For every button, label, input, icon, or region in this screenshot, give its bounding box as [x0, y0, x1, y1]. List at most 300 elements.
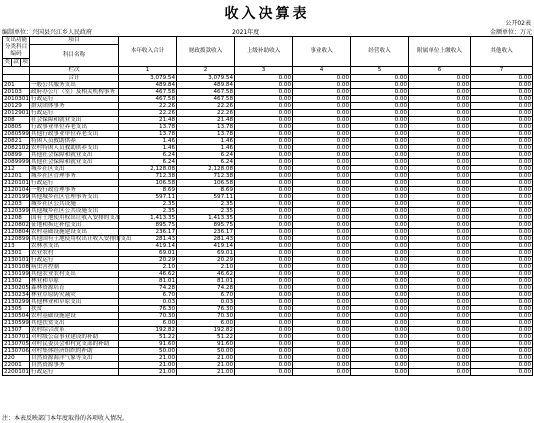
row-code: 21307 — [3, 327, 30, 334]
row-value: 21.48 — [177, 117, 235, 124]
row-value: 1.46 — [119, 138, 177, 145]
row-value: 0.00 — [235, 103, 293, 110]
row-value: 0.00 — [471, 320, 533, 327]
row-value: 0.00 — [351, 103, 409, 110]
row-value: 0.00 — [409, 159, 471, 166]
row-value: 22.26 — [119, 110, 177, 117]
row-value: 467.58 — [177, 89, 235, 96]
row-value: 0.00 — [351, 264, 409, 271]
row-value: 51.22 — [119, 334, 177, 341]
row-value: 0.00 — [471, 355, 533, 362]
row-value: 0.00 — [409, 138, 471, 145]
row-value: 0.00 — [351, 299, 409, 306]
table-row — [3, 208, 533, 215]
row-code: 201 — [3, 82, 30, 89]
row-name: 对村集体经济组织的补助 — [30, 348, 119, 355]
row-value: 0.00 — [471, 96, 533, 103]
row-value: 2.35 — [119, 201, 177, 208]
row-value: 0.00 — [293, 159, 351, 166]
row-name: 行政运行 — [30, 96, 119, 103]
row-value: 81.01 — [177, 278, 235, 285]
row-value: 13.78 — [119, 124, 177, 131]
row-value: 0.00 — [351, 243, 409, 250]
row-value: 0.00 — [351, 271, 409, 278]
row-code: 21302 — [3, 278, 30, 285]
row-name: 行政运行 — [30, 180, 119, 187]
row-value: 22.26 — [177, 103, 235, 110]
row-value: 0.00 — [293, 257, 351, 264]
row-name: 农村基础设施建设支出 — [30, 229, 119, 236]
row-value: 0.00 — [471, 334, 533, 341]
row-value: 0.00 — [293, 229, 351, 236]
row-value: 0.00 — [235, 236, 293, 243]
row-value: 0.03 — [119, 299, 177, 306]
row-value: 3,079.54 — [177, 75, 235, 82]
row-code: 2082102 — [4, 145, 29, 151]
col-header-7: 其他收入 — [471, 37, 533, 67]
table-row — [3, 152, 533, 159]
row-value: 0.00 — [293, 306, 351, 313]
row-value: 0.00 — [235, 285, 293, 292]
row-value: 467.58 — [177, 96, 235, 103]
row-value: 0.00 — [471, 110, 533, 117]
row-code: 2130504 — [4, 313, 29, 319]
col-header-6: 附属单位上缴收入 — [409, 37, 471, 67]
row-value: 0.00 — [293, 166, 351, 173]
row-value: 0.00 — [351, 306, 409, 313]
row-value: 0.00 — [351, 173, 409, 180]
table-row — [3, 306, 533, 313]
row-value: 0.00 — [351, 278, 409, 285]
row-value: 0.00 — [235, 138, 293, 145]
row-value: 21.00 — [177, 362, 235, 369]
row-value: 0.00 — [351, 257, 409, 264]
row-code: 2130706 — [4, 348, 29, 354]
sub-header: 项 — [22, 59, 28, 65]
table-row — [3, 313, 533, 320]
item-header: 项目 — [30, 37, 119, 45]
row-value: 0.00 — [471, 327, 533, 334]
row-value: 0.00 — [471, 201, 533, 208]
row-value: 0.00 — [351, 236, 409, 243]
row-value: 6.24 — [119, 152, 177, 159]
row-name: 其他城乡社区管理事务支出 — [30, 194, 119, 201]
org-label: 编制单位：兴国县兴江乡人民政府 — [2, 29, 93, 36]
row-value: 0.00 — [351, 229, 409, 236]
year-label: 2021年度 — [232, 29, 260, 36]
table-row — [3, 285, 533, 292]
row-value: 0.00 — [351, 194, 409, 201]
row-value: 0.00 — [351, 292, 409, 299]
col-header-5: 经营收入 — [351, 37, 409, 67]
row-value: 0.00 — [293, 341, 351, 348]
row-value: 0.00 — [409, 313, 471, 320]
row-value: 0.00 — [351, 159, 409, 166]
row-code: 2130101 — [4, 257, 29, 263]
row-name: 行政事业单位养老支出 — [30, 124, 119, 131]
row-value: 0.00 — [293, 271, 351, 278]
row-value: 0.00 — [293, 285, 351, 292]
row-value: 0.00 — [471, 292, 533, 299]
row-value: 0.00 — [351, 369, 409, 376]
row-value: 0.00 — [235, 96, 293, 103]
row-code: 21201 — [3, 173, 30, 180]
row-value: 0.00 — [471, 243, 533, 250]
row-value: 0.00 — [471, 117, 533, 124]
row-code: 2012901 — [4, 110, 29, 116]
row-value: 0.00 — [293, 138, 351, 145]
row-name: 一般行政管理事务 — [30, 187, 119, 194]
row-code: 2120399 — [4, 208, 29, 214]
row-name: 农村基础设施建设 — [30, 313, 119, 320]
row-value: 0.00 — [235, 341, 293, 348]
row-value: 0.00 — [235, 159, 293, 166]
row-value: 419.14 — [177, 243, 235, 250]
row-value: 489.84 — [119, 82, 177, 89]
row-value: 0.00 — [293, 327, 351, 334]
row-value: 20.29 — [119, 257, 177, 264]
row-value: 0.00 — [471, 369, 533, 376]
table-row — [3, 159, 533, 166]
row-value: 2.35 — [177, 201, 235, 208]
row-code: 22001 — [3, 362, 30, 369]
row-value: 91.60 — [119, 341, 177, 348]
table-row — [3, 250, 533, 257]
row-value: 1.46 — [177, 138, 235, 145]
row-value: 50.00 — [119, 348, 177, 355]
row-name: 其他社会保障和就业支出 — [30, 152, 119, 159]
row-code: 20103 — [3, 89, 30, 96]
row-value: 21.48 — [119, 117, 177, 124]
row-code: 2130108 — [4, 264, 29, 270]
row-code: 2120804 — [4, 229, 29, 235]
row-value: 0.00 — [293, 215, 351, 222]
row-value: 419.14 — [119, 243, 177, 250]
row-code: 2130299 — [4, 299, 29, 305]
row-value: 0.00 — [351, 131, 409, 138]
table-row — [3, 348, 533, 355]
row-value: 0.00 — [235, 82, 293, 89]
row-value: 0.00 — [471, 348, 533, 355]
table-row — [3, 257, 533, 264]
row-value: 0.00 — [409, 194, 471, 201]
row-value: 0.00 — [351, 166, 409, 173]
row-value: 0.00 — [471, 285, 533, 292]
row-value: 0.00 — [471, 180, 533, 187]
row-value: 0.00 — [409, 166, 471, 173]
row-code: 20805 — [3, 124, 30, 131]
row-code: 21208 — [3, 215, 30, 222]
row-value: 0.00 — [409, 124, 471, 131]
row-value: 8.69 — [177, 187, 235, 194]
row-value: 2,128.08 — [177, 166, 235, 173]
row-value: 0.00 — [235, 299, 293, 306]
row-value: 0.00 — [351, 145, 409, 152]
col-num-2: 2 — [177, 67, 235, 75]
row-code: 2130234 — [4, 292, 29, 298]
row-name: 特困人员救助供养 — [30, 138, 119, 145]
row-code: 2130705 — [4, 341, 29, 347]
table-row — [3, 180, 533, 187]
row-name: 城乡社区管理事务 — [30, 173, 119, 180]
row-value: 0.00 — [235, 278, 293, 285]
row-value: 0.00 — [235, 201, 293, 208]
table-row — [3, 320, 533, 327]
row-value: 2.35 — [177, 208, 235, 215]
row-value: 597.11 — [177, 194, 235, 201]
row-value: 0.00 — [293, 264, 351, 271]
row-value: 0.00 — [409, 243, 471, 250]
report-meta — [2, 27, 532, 36]
row-value: 1.46 — [177, 145, 235, 152]
table-row — [3, 264, 533, 271]
row-value: 0.00 — [351, 327, 409, 334]
row-name: 对村级公益事业建设的补助 — [30, 334, 119, 341]
row-value: 0.00 — [235, 75, 293, 82]
row-code: 2120101 — [4, 180, 29, 186]
table-row — [3, 138, 533, 145]
row-code: 2080599 — [4, 131, 29, 137]
row-value: 0.00 — [293, 96, 351, 103]
row-value: 0.00 — [235, 194, 293, 201]
row-value: 6.00 — [119, 320, 177, 327]
row-value: 0.00 — [471, 362, 533, 369]
row-value: 0.00 — [409, 75, 471, 82]
row-value: 81.01 — [119, 278, 177, 285]
row-value: 0.00 — [409, 355, 471, 362]
row-name: 政府办公厅（室）及相关机构事务 — [30, 89, 119, 96]
row-value: 489.84 — [177, 82, 235, 89]
row-value: 0.00 — [235, 264, 293, 271]
col-num-5: 5 — [351, 67, 409, 75]
row-value: 0.00 — [471, 264, 533, 271]
table-row — [3, 299, 533, 306]
row-code: 2130199 — [4, 271, 29, 277]
row-name: 农村特困人员救助供养支出 — [30, 145, 119, 152]
row-value: 0.00 — [293, 299, 351, 306]
row-value: 0.00 — [351, 362, 409, 369]
table-row — [3, 215, 533, 222]
row-value: 0.00 — [293, 110, 351, 117]
row-name: 城乡社区支出 — [30, 166, 119, 173]
row-name: 行政运行 — [30, 369, 119, 376]
row-value: 0.00 — [409, 89, 471, 96]
row-code: 20129 — [3, 103, 30, 110]
row-value: 0.00 — [235, 313, 293, 320]
row-value: 13.78 — [119, 131, 177, 138]
table-row — [3, 194, 533, 201]
row-value: 0.00 — [409, 306, 471, 313]
row-value: 2.10 — [177, 264, 235, 271]
row-name: 其他行政事业单位养老支出 — [30, 131, 119, 138]
table-row — [3, 271, 533, 278]
row-code: 2130205 — [4, 285, 29, 291]
row-value: 0.00 — [471, 194, 533, 201]
row-name: 国有土地使用权出让收入安排的支出 — [31, 215, 121, 221]
row-code: 2120802 — [4, 222, 29, 228]
row-code: 2010301 — [4, 96, 29, 102]
row-value: 0.00 — [235, 243, 293, 250]
row-value: 74.28 — [177, 285, 235, 292]
row-name: 农业农村 — [30, 250, 119, 257]
row-value: 0.00 — [235, 152, 293, 159]
row-value: 0.00 — [293, 124, 351, 131]
row-name: 一般公共服务支出 — [30, 82, 119, 89]
col-label: 栏次 — [30, 67, 119, 75]
row-value: 0.00 — [409, 320, 471, 327]
row-code: 220 — [3, 355, 30, 362]
row-value: 2,128.08 — [119, 166, 177, 173]
row-value: 0.00 — [409, 110, 471, 117]
row-value: 0.00 — [471, 236, 533, 243]
row-value: 76.30 — [119, 306, 177, 313]
row-value: 6.24 — [177, 159, 235, 166]
row-value: 0.00 — [293, 194, 351, 201]
col-num-3: 3 — [235, 67, 293, 75]
row-value: 0.00 — [351, 313, 409, 320]
row-value: 0.00 — [409, 250, 471, 257]
row-value: 0.00 — [351, 201, 409, 208]
row-value: 0.00 — [471, 306, 533, 313]
table-row — [3, 355, 533, 362]
row-value: 0.00 — [471, 250, 533, 257]
table-row — [3, 124, 533, 131]
row-name: 自然资源海洋气象等支出 — [30, 355, 119, 362]
row-value: 46.62 — [119, 271, 177, 278]
row-value: 0.00 — [235, 222, 293, 229]
row-value: 0.00 — [235, 348, 293, 355]
row-name: 森林资源培育 — [30, 285, 119, 292]
row-value: 0.00 — [293, 236, 351, 243]
row-value: 0.00 — [471, 159, 533, 166]
table-row — [3, 292, 533, 299]
table-row — [3, 243, 533, 250]
row-value: 0.00 — [235, 362, 293, 369]
row-value: 0.00 — [409, 96, 471, 103]
row-code: 212 — [3, 166, 30, 173]
row-value: 0.00 — [235, 208, 293, 215]
row-value: 0.00 — [471, 82, 533, 89]
row-value: 8.69 — [119, 187, 177, 194]
row-value: 0.00 — [235, 131, 293, 138]
row-name: 社会保障和就业支出 — [30, 117, 119, 124]
row-value: 0.00 — [235, 292, 293, 299]
row-value: 0.00 — [471, 89, 533, 96]
unit-label: 金额单位：万元 — [489, 29, 532, 36]
row-value: 0.00 — [235, 187, 293, 194]
row-value: 76.30 — [177, 306, 235, 313]
row-value: 2.35 — [119, 208, 177, 215]
table-row — [3, 75, 533, 82]
row-value: 51.22 — [177, 334, 235, 341]
row-code: 2120899 — [4, 236, 29, 242]
row-value: 192.82 — [177, 327, 235, 334]
row-value: 0.00 — [235, 369, 293, 376]
row-value: 0.00 — [409, 229, 471, 236]
row-value: 0.00 — [293, 222, 351, 229]
row-value: 0.00 — [293, 355, 351, 362]
row-value: 21.00 — [119, 369, 177, 376]
row-value: 236.17 — [119, 229, 177, 236]
table-row — [3, 334, 533, 341]
row-value: 0.00 — [471, 222, 533, 229]
row-value: 0.00 — [293, 348, 351, 355]
row-name: 征地和拆迁补偿支出 — [30, 222, 119, 229]
row-value: 0.00 — [471, 215, 533, 222]
row-value: 712.38 — [177, 173, 235, 180]
row-value: 0.00 — [351, 187, 409, 194]
row-value: 74.28 — [119, 285, 177, 292]
row-value: 0.00 — [235, 117, 293, 124]
row-value: 0.00 — [293, 369, 351, 376]
row-value: 0.00 — [293, 250, 351, 257]
row-value: 0.00 — [409, 278, 471, 285]
col-header-3: 上级补助收入 — [235, 37, 293, 67]
row-value: 0.00 — [471, 341, 533, 348]
row-code: 21305 — [3, 306, 30, 313]
row-value: 46.62 — [177, 271, 235, 278]
row-value: 0.00 — [293, 152, 351, 159]
row-value: 0.00 — [293, 173, 351, 180]
row-value: 0.00 — [351, 334, 409, 341]
row-value: 0.00 — [235, 215, 293, 222]
row-name: 其他农业农村支出 — [30, 271, 119, 278]
row-value: 3,079.54 — [119, 75, 177, 82]
table-row — [3, 117, 533, 124]
row-code: 20899 — [3, 152, 30, 159]
row-value: 20.29 — [177, 257, 235, 264]
row-name: 林业和草原 — [30, 278, 119, 285]
table-row — [3, 222, 533, 229]
income-table — [2, 36, 533, 376]
row-value: 0.00 — [471, 313, 533, 320]
row-code: 21301 — [3, 250, 30, 257]
row-value: 0.00 — [409, 257, 471, 264]
row-value: 0.00 — [293, 313, 351, 320]
row-value: 0.00 — [235, 327, 293, 334]
row-value: 2.10 — [119, 264, 177, 271]
row-value: 0.00 — [409, 103, 471, 110]
row-value: 0.00 — [409, 152, 471, 159]
row-name: 扶贫 — [30, 306, 119, 313]
row-value: 0.00 — [293, 278, 351, 285]
row-name: 其他社会保障和就业支出 — [30, 159, 119, 166]
row-code: 2120104 — [4, 187, 29, 193]
code-group-header: 支出功能分类科目编码 — [3, 37, 30, 59]
row-value: 0.00 — [235, 89, 293, 96]
table-row — [3, 229, 533, 236]
row-code: 2089999 — [4, 159, 29, 165]
row-value: 0.00 — [235, 306, 293, 313]
row-name: 其他扶贫支出 — [30, 320, 119, 327]
row-value: 91.60 — [177, 341, 235, 348]
row-value: 0.00 — [293, 117, 351, 124]
row-code: 2200101 — [4, 369, 29, 375]
row-value: 895.75 — [119, 222, 177, 229]
row-value: 0.00 — [409, 117, 471, 124]
footnote: 注：本表反映部门本年度取得的各项收入情况。 — [2, 415, 129, 422]
table-body — [3, 75, 533, 376]
row-value: 0.00 — [409, 180, 471, 187]
row-value: 0.00 — [235, 229, 293, 236]
row-value: 0.00 — [235, 166, 293, 173]
col-num-6: 6 — [409, 67, 471, 75]
row-value: 0.00 — [409, 271, 471, 278]
row-value: 0.00 — [351, 110, 409, 117]
row-value: 0.00 — [293, 201, 351, 208]
row-code: 2130701 — [4, 334, 29, 340]
row-value: 0.00 — [471, 103, 533, 110]
